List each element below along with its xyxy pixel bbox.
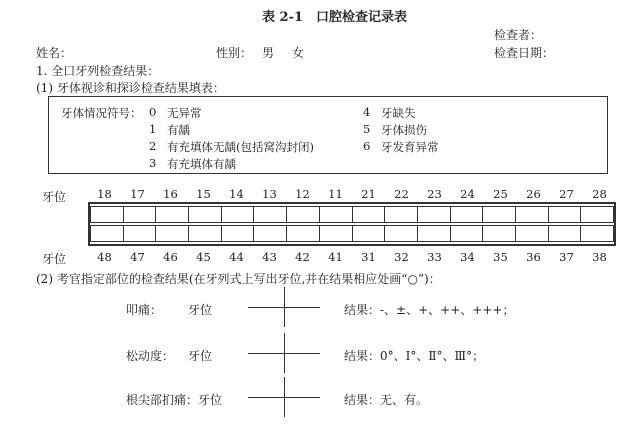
gender-label: 性别： (216, 46, 253, 60)
lower-tooth-number: 47 (130, 250, 145, 264)
percussion-position-label: 牙位 (188, 303, 213, 317)
upper-tooth-cell[interactable] (483, 206, 516, 223)
upper-tooth-number: 26 (526, 187, 541, 201)
upper-tooth-position-label: 牙位 (42, 190, 67, 204)
code-0-label: 无异常 (167, 106, 202, 120)
lower-tooth-number: 41 (328, 250, 343, 264)
upper-tooth-cell[interactable] (549, 206, 582, 223)
upper-tooth-number: 28 (592, 187, 607, 201)
upper-tooth-number: 23 (427, 187, 442, 201)
upper-tooth-cell[interactable] (287, 206, 320, 223)
lower-tooth-cell[interactable] (483, 225, 516, 242)
tooth-code-legend (48, 96, 608, 174)
lower-tooth-cell[interactable] (287, 225, 320, 242)
upper-tooth-number: 12 (295, 187, 310, 201)
code-6-number: 6 (363, 139, 371, 153)
lower-tooth-position-label: 牙位 (42, 252, 67, 266)
lower-tooth-number: 31 (361, 250, 376, 264)
lower-tooth-cell[interactable] (451, 225, 484, 242)
page-title: 表 2-1 口腔检查记录表 (262, 10, 408, 25)
code-1-number: 1 (149, 122, 157, 136)
code-6-label: 牙发育异常 (381, 140, 439, 154)
lower-tooth-number: 35 (493, 250, 508, 264)
mobility-label: 松动度： (126, 349, 175, 363)
upper-tooth-number: 14 (229, 187, 244, 201)
upper-tooth-row (90, 206, 614, 223)
upper-tooth-number: 24 (460, 187, 475, 201)
lower-tooth-cell[interactable] (516, 225, 549, 242)
code-2-label: 有充填体无龋(包括窝沟封闭) (167, 140, 314, 154)
lower-tooth-number: 46 (163, 250, 178, 264)
mobility-result: 结果：0°、Ⅰ°、Ⅱ°、Ⅲ°； (344, 349, 485, 363)
lower-tooth-cell[interactable] (418, 225, 451, 242)
lower-tooth-cell[interactable] (124, 225, 157, 242)
gender-female: 女 (292, 46, 305, 60)
upper-tooth-number: 22 (394, 187, 409, 201)
upper-tooth-number: 15 (196, 187, 211, 201)
mobility-position-label: 牙位 (188, 349, 213, 363)
lower-tooth-number: 45 (196, 250, 211, 264)
code-4-number: 4 (363, 105, 371, 119)
lower-tooth-cell[interactable] (90, 225, 124, 242)
lower-tooth-number: 34 (460, 250, 475, 264)
upper-tooth-cell[interactable] (451, 206, 484, 223)
lower-tooth-cell[interactable] (254, 225, 287, 242)
percussion-label: 叩痛： (126, 303, 163, 317)
code-5-number: 5 (363, 122, 371, 136)
lower-tooth-cell[interactable] (549, 225, 582, 242)
tooth-chart-grid (88, 202, 616, 246)
section2-heading: (2) 考官指定部位的检查结果(在牙列式上写出牙位,并在结果相应处画“○”)： (36, 272, 441, 286)
code-3-label: 有充填体有龋 (167, 157, 236, 171)
lower-tooth-number: 44 (229, 250, 244, 264)
upper-tooth-number: 17 (130, 187, 145, 201)
code-5-label: 牙体损伤 (381, 123, 427, 137)
lower-tooth-number: 42 (295, 250, 310, 264)
lower-tooth-cell[interactable] (581, 225, 614, 242)
symbol-label: 牙体情况符号： (61, 106, 142, 120)
apical-palpation-dental-cross-vertical (284, 377, 285, 417)
lower-tooth-number: 36 (526, 250, 541, 264)
section1-subheading: (1) 牙体视诊和探诊检查结果填表： (36, 81, 225, 95)
upper-tooth-cell[interactable] (90, 206, 124, 223)
lower-tooth-cell[interactable] (222, 225, 255, 242)
lower-tooth-cell[interactable] (320, 225, 353, 242)
lower-tooth-number: 32 (394, 250, 409, 264)
upper-tooth-cell[interactable] (189, 206, 222, 223)
upper-tooth-cell[interactable] (222, 206, 255, 223)
section1-heading: 1. 全口牙列检查结果： (36, 64, 160, 78)
lower-tooth-number: 48 (97, 250, 112, 264)
lower-tooth-cell[interactable] (156, 225, 189, 242)
apical-palpation-result: 结果：无、有。 (344, 393, 429, 407)
upper-tooth-number: 13 (262, 187, 277, 201)
mobility-dental-cross-vertical (284, 333, 285, 373)
upper-tooth-cell[interactable] (124, 206, 157, 223)
lower-tooth-number: 38 (592, 250, 607, 264)
lower-tooth-number: 33 (427, 250, 442, 264)
percussion-dental-cross-vertical (284, 287, 285, 327)
upper-tooth-cell[interactable] (320, 206, 353, 223)
lower-tooth-cell[interactable] (353, 225, 386, 242)
name-label: 姓名： (36, 46, 73, 60)
apical-palpation-label: 根尖部扪痛： (126, 393, 199, 407)
upper-tooth-cell[interactable] (254, 206, 287, 223)
upper-tooth-number: 18 (97, 187, 112, 201)
code-3-number: 3 (149, 156, 157, 170)
percussion-result: 结果：-、±、+、++、+++； (344, 303, 515, 317)
upper-tooth-number: 27 (559, 187, 574, 201)
lower-tooth-number: 37 (559, 250, 574, 264)
upper-tooth-cell[interactable] (156, 206, 189, 223)
lower-tooth-cell[interactable] (385, 225, 418, 242)
upper-tooth-cell[interactable] (385, 206, 418, 223)
upper-tooth-cell[interactable] (516, 206, 549, 223)
upper-tooth-cell[interactable] (581, 206, 614, 223)
apical-palpation-position-label: 牙位 (198, 393, 223, 407)
code-0-number: 0 (149, 105, 157, 119)
upper-tooth-number: 16 (163, 187, 178, 201)
lower-tooth-cell[interactable] (189, 225, 222, 242)
upper-tooth-number: 25 (493, 187, 508, 201)
code-2-number: 2 (149, 139, 157, 153)
lower-tooth-number: 43 (262, 250, 277, 264)
gender-male: 男 (262, 46, 275, 60)
upper-tooth-cell[interactable] (418, 206, 451, 223)
code-4-label: 牙缺失 (381, 106, 416, 120)
exam-date-label: 检查日期： (494, 46, 555, 60)
lower-tooth-row (90, 225, 614, 242)
code-1-label: 有龋 (167, 123, 190, 137)
upper-tooth-number: 21 (361, 187, 376, 201)
upper-tooth-cell[interactable] (353, 206, 386, 223)
upper-tooth-number: 11 (328, 187, 343, 201)
examiner-label: 检查者： (494, 28, 543, 42)
